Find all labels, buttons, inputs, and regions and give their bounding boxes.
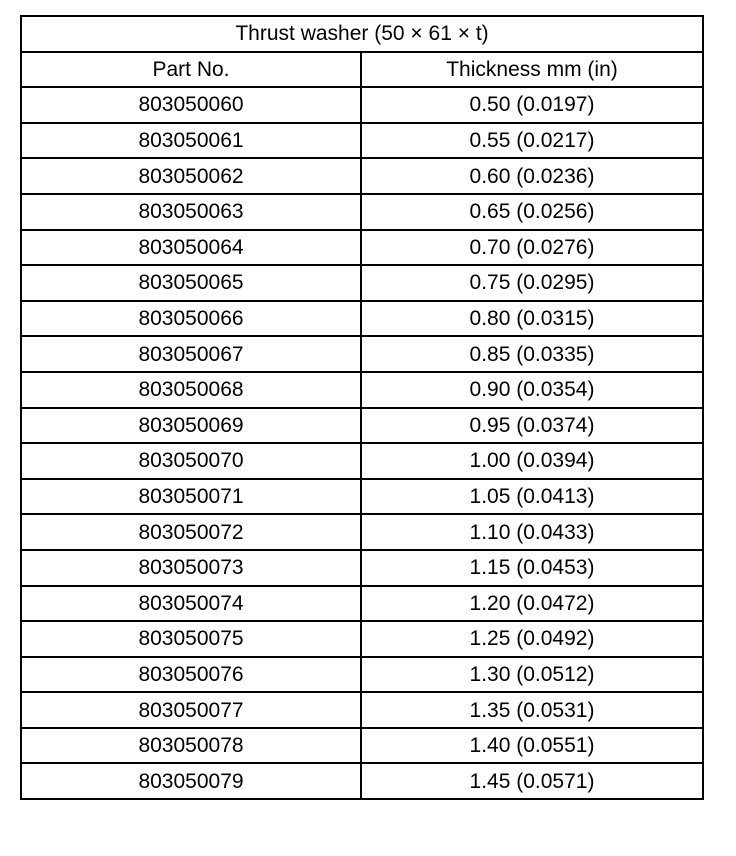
table-row [21, 408, 703, 444]
table-row [21, 158, 703, 194]
table-header-row [21, 52, 703, 88]
thickness-cell: 0.85 (0.0335) [361, 336, 703, 372]
thickness-cell: 1.40 (0.0551) [361, 728, 703, 764]
table-row [21, 123, 703, 159]
table-row [21, 336, 703, 372]
thickness-cell: 1.20 (0.0472) [361, 586, 703, 622]
thickness-cell: 0.65 (0.0256) [361, 194, 703, 230]
table-row [21, 550, 703, 586]
part-number-cell: 803050075 [21, 621, 361, 657]
part-number-cell: 803050065 [21, 265, 361, 301]
table-row [21, 728, 703, 764]
table-row [21, 265, 703, 301]
thickness-cell: 1.05 (0.0413) [361, 479, 703, 515]
part-number-cell: 803050078 [21, 728, 361, 764]
thickness-cell: 1.15 (0.0453) [361, 550, 703, 586]
part-number-cell: 803050068 [21, 372, 361, 408]
part-number-cell: 803050073 [21, 550, 361, 586]
thickness-cell: 1.30 (0.0512) [361, 657, 703, 693]
table-row [21, 301, 703, 337]
header-thickness: Thickness mm (in) [361, 52, 703, 88]
table-row [21, 194, 703, 230]
table-row [21, 692, 703, 728]
table-row [21, 657, 703, 693]
part-number-cell: 803050076 [21, 657, 361, 693]
part-number-cell: 803050066 [21, 301, 361, 337]
thickness-cell: 0.75 (0.0295) [361, 265, 703, 301]
table-row [21, 763, 703, 799]
part-number-cell: 803050072 [21, 514, 361, 550]
table-row [21, 479, 703, 515]
part-number-cell: 803050064 [21, 230, 361, 266]
part-number-cell: 803050077 [21, 692, 361, 728]
table-row [21, 586, 703, 622]
table-row [21, 514, 703, 550]
part-number-cell: 803050071 [21, 479, 361, 515]
thickness-cell: 1.35 (0.0531) [361, 692, 703, 728]
table-title: Thrust washer (50 × 61 × t) [21, 16, 703, 52]
table-row [21, 443, 703, 479]
thickness-cell: 1.25 (0.0492) [361, 621, 703, 657]
thickness-cell: 0.90 (0.0354) [361, 372, 703, 408]
part-number-cell: 803050069 [21, 408, 361, 444]
thickness-cell: 0.55 (0.0217) [361, 123, 703, 159]
part-number-cell: 803050062 [21, 158, 361, 194]
table-row [21, 621, 703, 657]
part-number-cell: 803050063 [21, 194, 361, 230]
part-number-cell: 803050067 [21, 336, 361, 372]
table-row [21, 87, 703, 123]
part-number-cell: 803050060 [21, 87, 361, 123]
part-number-cell: 803050070 [21, 443, 361, 479]
table-row [21, 372, 703, 408]
table-body [21, 87, 703, 799]
thickness-cell: 0.70 (0.0276) [361, 230, 703, 266]
thickness-cell: 0.95 (0.0374) [361, 408, 703, 444]
thickness-cell: 0.60 (0.0236) [361, 158, 703, 194]
header-part-no: Part No. [21, 52, 361, 88]
thickness-cell: 1.00 (0.0394) [361, 443, 703, 479]
thickness-cell: 1.10 (0.0433) [361, 514, 703, 550]
thickness-cell: 0.50 (0.0197) [361, 87, 703, 123]
thickness-cell: 1.45 (0.0571) [361, 763, 703, 799]
thickness-cell: 0.80 (0.0315) [361, 301, 703, 337]
part-number-cell: 803050079 [21, 763, 361, 799]
table-title-row [21, 16, 703, 52]
part-number-cell: 803050061 [21, 123, 361, 159]
thrust-washer-table [20, 15, 704, 800]
table-row [21, 230, 703, 266]
part-number-cell: 803050074 [21, 586, 361, 622]
